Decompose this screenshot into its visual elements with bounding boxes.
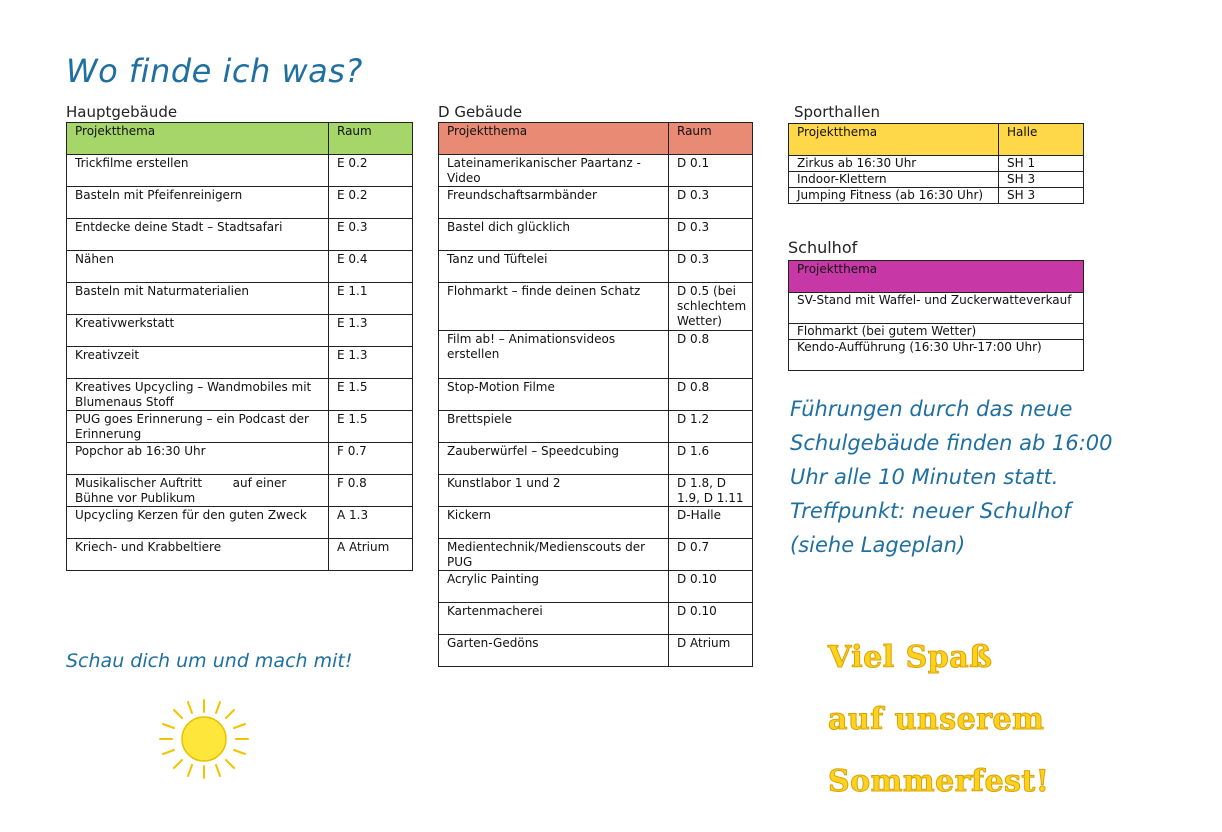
cell-raum: D 0.5 (bei schlechtem Wetter)	[669, 283, 753, 331]
cell-raum: A Atrium	[329, 539, 413, 571]
table-row	[789, 324, 1084, 340]
fuehrungen-note	[790, 392, 1120, 562]
cell-thema: Film ab! – Animationsvideos erstellen	[439, 331, 669, 379]
cell-thema: Bastel dich glücklich	[439, 219, 669, 251]
table-row	[439, 251, 753, 283]
table-row	[67, 283, 413, 315]
cell-thema: Jumping Fitness (ab 16:30 Uhr)	[789, 188, 999, 204]
cell-thema: Zirkus ab 16:30 Uhr	[789, 156, 999, 172]
cell-thema: Zauberwürfel – Speedcubing	[439, 443, 669, 475]
table-row	[67, 347, 413, 379]
cell-raum: D 1.2	[669, 411, 753, 443]
table-row	[439, 379, 753, 411]
table-row	[67, 251, 413, 283]
table-row	[439, 331, 753, 379]
table-row	[67, 155, 413, 187]
table-row	[67, 443, 413, 475]
cell-thema: Musikalischer Auftritt auf einer Bühne vor Publikum	[67, 475, 329, 507]
cell-thema: Indoor-Klettern	[789, 172, 999, 188]
cell-raum: D 0.8	[669, 379, 753, 411]
viel-spass-line-1: Viel Spaß	[828, 640, 993, 675]
table-row	[439, 571, 753, 603]
table-row	[67, 379, 413, 411]
cell-thema: Freundschaftsarmbänder	[439, 187, 669, 219]
cell-thema: Stop-Motion Filme	[439, 379, 669, 411]
cell-raum: D 0.10	[669, 603, 753, 635]
cell-raum: D 0.10	[669, 571, 753, 603]
cell-thema: Basteln mit Naturmaterialien	[67, 283, 329, 315]
cell-thema: Popchor ab 16:30 Uhr	[67, 443, 329, 475]
cell-raum: D 0.3	[669, 187, 753, 219]
table-row	[67, 411, 413, 443]
table-row	[67, 187, 413, 219]
cell-raum: D 0.1	[669, 155, 753, 187]
cell-raum: F 0.8	[329, 475, 413, 507]
header-projektthema: Projektthema	[789, 124, 999, 156]
d-gebaeude-label: D Gebäude	[438, 103, 523, 121]
cell-thema: Upcycling Kerzen für den guten Zweck	[67, 507, 329, 539]
cell-raum: A 1.3	[329, 507, 413, 539]
table-row	[67, 315, 413, 347]
cell-raum: E 0.2	[329, 187, 413, 219]
cell-thema: Nähen	[67, 251, 329, 283]
page-title: Wo finde ich was?	[66, 52, 363, 90]
cell-raum: E 0.4	[329, 251, 413, 283]
cell-thema: Kreatives Upcycling – Wandmobiles mit Blumenaus Stoff	[67, 379, 329, 411]
sun-icon	[158, 698, 250, 780]
table-header-row	[67, 123, 413, 155]
hauptgebaeude-label: Hauptgebäude	[66, 103, 178, 121]
d-gebaeude-table	[438, 122, 753, 667]
cell-raum: D 0.8	[669, 331, 753, 379]
cell-raum: D 0.3	[669, 219, 753, 251]
cell-thema: Kendo-Aufführung (16:30 Uhr-17:00 Uhr)	[789, 340, 1084, 371]
cell-thema: Brettspiele	[439, 411, 669, 443]
header-raum: Raum	[329, 123, 413, 155]
table-row	[789, 172, 1084, 188]
cell-thema: Kartenmacherei	[439, 603, 669, 635]
table-row	[439, 635, 753, 667]
viel-spass-line-3: Sommerfest!	[828, 764, 1050, 799]
cell-thema: Flohmarkt (bei gutem Wetter)	[789, 324, 1084, 340]
table-row	[439, 443, 753, 475]
cell-thema: Kriech- und Krabbeltiere	[67, 539, 329, 571]
schulhof-label: Schulhof	[788, 238, 858, 257]
table-header-row	[439, 123, 753, 155]
cell-raum: E 1.5	[329, 379, 413, 411]
table-row	[439, 187, 753, 219]
cell-thema: Kreativwerkstatt	[67, 315, 329, 347]
table-row	[67, 539, 413, 571]
table-row	[67, 219, 413, 251]
table-row	[439, 155, 753, 187]
header-projektthema: Projektthema	[789, 261, 1084, 293]
schulhof-table	[788, 260, 1084, 371]
table-row	[67, 507, 413, 539]
cell-raum: E 1.3	[329, 315, 413, 347]
cell-raum: E 1.3	[329, 347, 413, 379]
table-row	[439, 283, 753, 331]
table-row	[439, 411, 753, 443]
cell-thema: SV-Stand mit Waffel- und Zuckerwatteverkauf	[789, 293, 1084, 324]
cell-raum: D-Halle	[669, 507, 753, 539]
header-halle: Halle	[999, 124, 1084, 156]
table-row	[67, 475, 413, 507]
cell-raum: D 1.8, D 1.9, D 1.11	[669, 475, 753, 507]
cell-thema: PUG goes Erinnerung – ein Podcast der Erinnerung	[67, 411, 329, 443]
table-row	[439, 507, 753, 539]
header-raum: Raum	[669, 123, 753, 155]
cell-thema: Acrylic Painting	[439, 571, 669, 603]
cell-thema: Trickfilme erstellen	[67, 155, 329, 187]
header-projektthema: Projektthema	[439, 123, 669, 155]
table-row	[439, 475, 753, 507]
table-row	[439, 539, 753, 571]
table-row	[789, 156, 1084, 172]
sporthallen-table	[788, 123, 1084, 204]
cell-thema: Basteln mit Pfeifenreinigern	[67, 187, 329, 219]
cell-raum: F 0.7	[329, 443, 413, 475]
table-row	[789, 340, 1084, 371]
cell-thema: Tanz und Tüftelei	[439, 251, 669, 283]
cell-raum: D 0.3	[669, 251, 753, 283]
cell-thema: Medientechnik/Medienscouts der PUG	[439, 539, 669, 571]
cell-thema: Garten-Gedöns	[439, 635, 669, 667]
cell-thema: Kickern	[439, 507, 669, 539]
cell-thema: Kreativzeit	[67, 347, 329, 379]
table-row	[789, 188, 1084, 204]
cell-raum: E 1.1	[329, 283, 413, 315]
cell-thema: Flohmarkt – finde deinen Schatz	[439, 283, 669, 331]
hauptgebaeude-table	[66, 122, 413, 571]
cell-raum: E 0.2	[329, 155, 413, 187]
cell-raum: D 0.7	[669, 539, 753, 571]
table-row	[439, 603, 753, 635]
header-projektthema: Projektthema	[67, 123, 329, 155]
table-header-row	[789, 261, 1084, 293]
table-row	[789, 293, 1084, 324]
cell-halle: SH 1	[999, 156, 1084, 172]
viel-spass-line-2: auf unserem	[828, 702, 1045, 737]
table-row	[439, 219, 753, 251]
cell-raum: D 1.6	[669, 443, 753, 475]
cell-raum: E 0.3	[329, 219, 413, 251]
cell-raum: D Atrium	[669, 635, 753, 667]
cell-thema: Entdecke deine Stadt – Stadtsafari	[67, 219, 329, 251]
table-header-row	[789, 124, 1084, 156]
cell-thema: Kunstlabor 1 und 2	[439, 475, 669, 507]
sporthallen-label: Sporthallen	[794, 103, 881, 121]
cell-halle: SH 3	[999, 172, 1084, 188]
cell-thema: Lateinamerikanischer Paartanz - Video	[439, 155, 669, 187]
treffpunkt-text: Treffpunkt: neuer Schulhof (siehe Lageplan)	[790, 499, 1071, 557]
cell-halle: SH 3	[999, 188, 1084, 204]
fuehrungen-text: Führungen durch das neue Schulgebäude finden ab 16:00 Uhr alle 10 Minuten statt.	[790, 397, 1113, 489]
schau-dich-um-text: Schau dich um und mach mit!	[66, 650, 353, 672]
cell-raum: E 1.5	[329, 411, 413, 443]
